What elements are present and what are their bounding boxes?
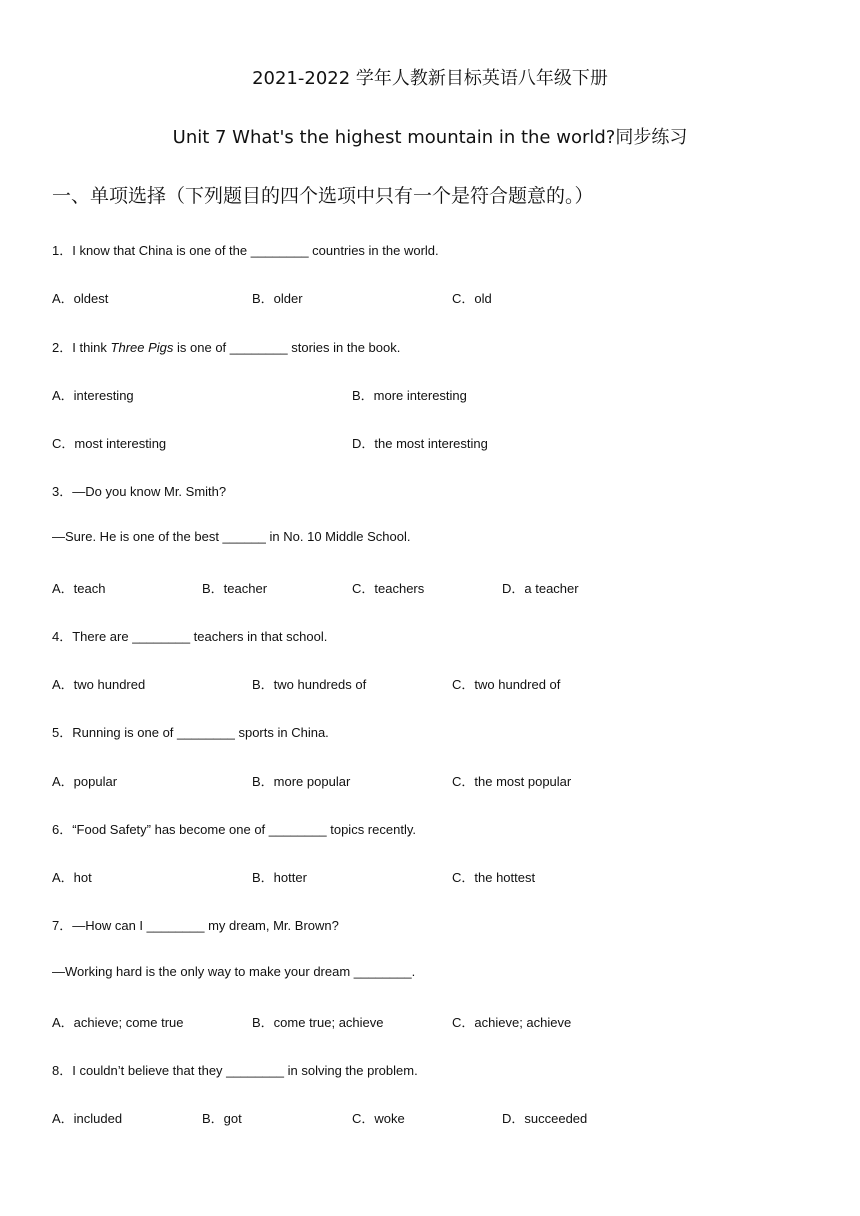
q1-option-b: B．older: [252, 291, 303, 306]
q5-option-a: A．popular: [52, 774, 118, 789]
section-heading: 一、单项选择（下列题目的四个选项中只有一个是符合题意的。）: [52, 185, 594, 207]
q6-option-a: A．hot: [52, 870, 92, 885]
q4-option-b: B．two hundreds of: [252, 677, 367, 692]
q1-option-c: C．old: [452, 291, 492, 306]
q8-option-a: A．included: [52, 1111, 123, 1126]
q4-option-a: A．two hundred: [52, 677, 146, 692]
q2-option-d: D．the most interesting: [352, 436, 488, 451]
document-title: 2021-2022 学年人教新目标英语八年级下册: [252, 68, 608, 89]
q5-option-c: C．the most popular: [452, 774, 572, 789]
q6-option-b: B．hotter: [252, 870, 307, 885]
q4-option-c: C．two hundred of: [452, 677, 561, 692]
q2-stem-title: Three Pigs: [110, 340, 174, 355]
document-subtitle: Unit 7 What's the highest mountain in the world?同步练习: [172, 127, 688, 148]
q1-option-a: A．oldest: [52, 291, 109, 306]
q3-option-a: A．teach: [52, 581, 106, 596]
question-8-stem: 8．I couldn’t believe that they ________ in solving the problem.: [52, 1063, 418, 1078]
question-7-stem-2: —Working hard is the only way to make your dream ________.: [52, 964, 416, 979]
question-4-stem: 4．There are ________ teachers in that school.: [52, 629, 328, 644]
q2-option-c: C．most interesting: [52, 436, 167, 451]
q2-option-b: B．more interesting: [352, 388, 467, 403]
q3-option-d: D．a teacher: [502, 581, 579, 596]
question-5-stem: 5．Running is one of ________ sports in China.: [52, 725, 329, 740]
question-3-stem-2: —Sure. He is one of the best ______ in No. 10 Middle School.: [52, 529, 411, 544]
q8-option-d: D．succeeded: [502, 1111, 588, 1126]
q8-option-b: B．got: [202, 1111, 242, 1126]
question-7-stem: 7．—How can I ________ my dream, Mr. Brown?: [52, 918, 339, 933]
q2-option-a: A．interesting: [52, 388, 134, 403]
q7-option-c: C．achieve; achieve: [452, 1015, 572, 1030]
question-2-stem: [52, 337, 400, 356]
q3-option-c: C．teachers: [352, 581, 425, 596]
q7-option-b: B．come true; achieve: [252, 1015, 384, 1030]
q2-stem-pre: 2．I think: [52, 340, 111, 355]
q6-option-c: C．the hottest: [452, 870, 536, 885]
q3-option-b: B．teacher: [202, 581, 268, 596]
question-1-stem: 1．I know that China is one of the ________ countries in the world.: [52, 243, 439, 258]
q5-option-b: B．more popular: [252, 774, 351, 789]
q2-stem-post: is one of ________ stories in the book.: [173, 340, 401, 355]
q7-option-a: A．achieve; come true: [52, 1015, 184, 1030]
question-6-stem: 6．“Food Safety” has become one of ________ topics recently.: [52, 822, 416, 837]
q8-option-c: C．woke: [352, 1111, 405, 1126]
question-3-stem: 3．—Do you know Mr. Smith?: [52, 484, 227, 499]
